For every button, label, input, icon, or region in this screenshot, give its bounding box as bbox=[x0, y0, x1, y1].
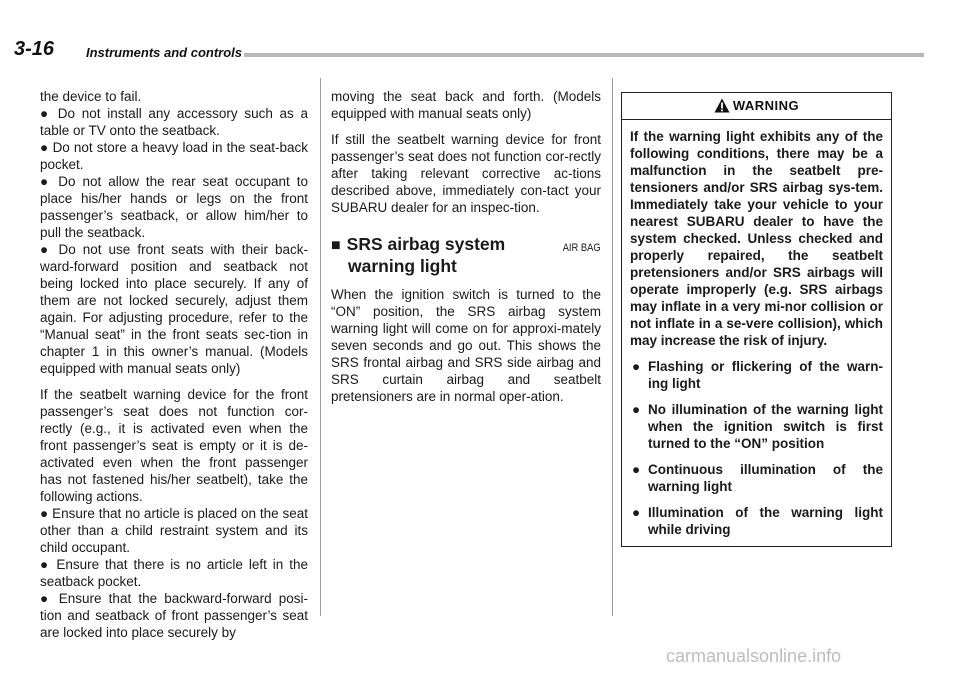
column-left bbox=[40, 88, 308, 641]
bullet-icon: ● bbox=[40, 557, 51, 572]
column-divider-2 bbox=[612, 78, 613, 616]
bullet-icon: ● bbox=[40, 242, 52, 257]
bullet-icon: ● bbox=[40, 591, 52, 606]
bullet-item bbox=[40, 173, 308, 241]
bullet-text: Do not use front seats with their back-ward-forward position and seatback not being locked into place securely. If any of them are not locked securely, adjust them again. For adjusting procedure, refer to the “Manual seat” in the front seats sec-tion in chapter 1 in this owner’s manual. (Models equipped with manual seats only) bbox=[40, 242, 308, 376]
warning-list-item bbox=[630, 461, 883, 495]
bullet-item bbox=[40, 105, 308, 139]
bullet-icon: ● bbox=[632, 402, 641, 417]
bullet-item bbox=[40, 556, 308, 590]
warning-header bbox=[622, 93, 891, 120]
bullet-text: Ensure that no article is placed on the seat other than a child restraint system and its child occupant. bbox=[40, 506, 308, 555]
square-bullet-icon: ■ bbox=[331, 237, 341, 254]
warning-item-text: Flashing or flickering of the warn-ing light bbox=[648, 359, 883, 391]
warning-item-text: No illumination of the warning light when the ignition switch is first turned to the “ON” position bbox=[648, 402, 883, 451]
warning-box bbox=[621, 92, 892, 547]
section-title: Instruments and controls bbox=[86, 45, 243, 60]
column-divider-1 bbox=[320, 78, 321, 616]
bullet-icon: ● bbox=[40, 106, 52, 121]
warning-body bbox=[622, 120, 891, 546]
warning-item-text: Illumination of the warning light while driving bbox=[648, 505, 883, 537]
warning-text: If the warning light exhibits any of the following conditions, there may be a malfunction in the seatbelt pre-tensioners and/or SRS airbag sys-tem. Immediately take your vehicle to your nearest SUBARU dealer to have the system checked. Unless checked and properly repaired, the seatbelt pretensioners and/or SRS airbags will operate improperly (e.g. SRS airbags may inflate in a very mi-nor collision or not inflate in a se-vere collision), which may increase the risk of injury. bbox=[630, 129, 883, 348]
bullet-item bbox=[40, 590, 308, 641]
bullet-item bbox=[40, 241, 308, 377]
bullet-item bbox=[40, 505, 308, 556]
warning-list-item bbox=[630, 358, 883, 392]
bullet-icon: ● bbox=[40, 140, 49, 155]
warning-list-item bbox=[630, 401, 883, 452]
warning-list-item bbox=[630, 504, 883, 538]
bullet-icon: ● bbox=[40, 174, 52, 189]
bullet-text: Ensure that there is no article left in the seatback pocket. bbox=[40, 557, 308, 589]
warning-title: WARNING bbox=[732, 98, 800, 113]
bullet-text: Do not install any accessory such as a table or TV onto the seatback. bbox=[40, 106, 308, 138]
paragraph: If the seatbelt warning device for the front passenger’s seat does not function cor-rectly (e.g., it is activated even when the front passenger’s seat is empty or it is de-activated even when the front passenger has not fastened his/her seatbelt), take the following actions. bbox=[40, 387, 308, 504]
bullet-text: Ensure that the backward-forward posi-tion and seatback of front passenger’s seat are locked into place securely by bbox=[40, 591, 308, 640]
bullet-icon: ● bbox=[632, 359, 641, 374]
warning-item-text: Continuous illumination of the warning light bbox=[648, 462, 883, 494]
header-rule bbox=[244, 53, 924, 57]
air-bag-indicator-label: AIR BAG bbox=[563, 242, 601, 254]
bullet-item bbox=[40, 139, 308, 173]
column-middle bbox=[331, 88, 601, 405]
bullet-icon: ● bbox=[40, 506, 49, 521]
bullet-text: Do not allow the rear seat occupant to place his/her hands or legs on the front passenger’s seatback, or allow him/her to pull the seatback. bbox=[40, 174, 308, 240]
paragraph: When the ignition switch is turned to the “ON” position, the SRS airbag system warning light will come on for approxi-mately seven seconds and go out. This shows the SRS frontal airbag and SRS side airbag and SRS curtain airbag and seatbelt pretensioners are in normal oper-ation. bbox=[331, 287, 601, 404]
page-header bbox=[14, 38, 924, 68]
bullet-text: Do not store a heavy load in the seat-back pocket. bbox=[40, 140, 309, 172]
section-heading bbox=[331, 234, 601, 277]
bullet-icon: ● bbox=[632, 462, 641, 477]
bullet-icon: ● bbox=[632, 505, 641, 520]
paragraph: If still the seatbelt warning device for front passenger’s seat does not function cor-rectly after taking relevant corrective ac-tions described above, immediately con-tact your SUBARU dealer for an inspec-tion. bbox=[331, 132, 601, 215]
heading-line-1: SRS airbag system bbox=[346, 234, 506, 254]
paragraph: moving the seat back and forth. (Models equipped with manual seats only) bbox=[331, 89, 601, 121]
watermark: carmanualsonline.info bbox=[666, 646, 842, 666]
page-number: 3-16 bbox=[14, 38, 55, 60]
warning-triangle-icon bbox=[714, 98, 730, 113]
paragraph: the device to fail. bbox=[40, 89, 142, 104]
heading-line-2: warning light bbox=[348, 256, 457, 276]
